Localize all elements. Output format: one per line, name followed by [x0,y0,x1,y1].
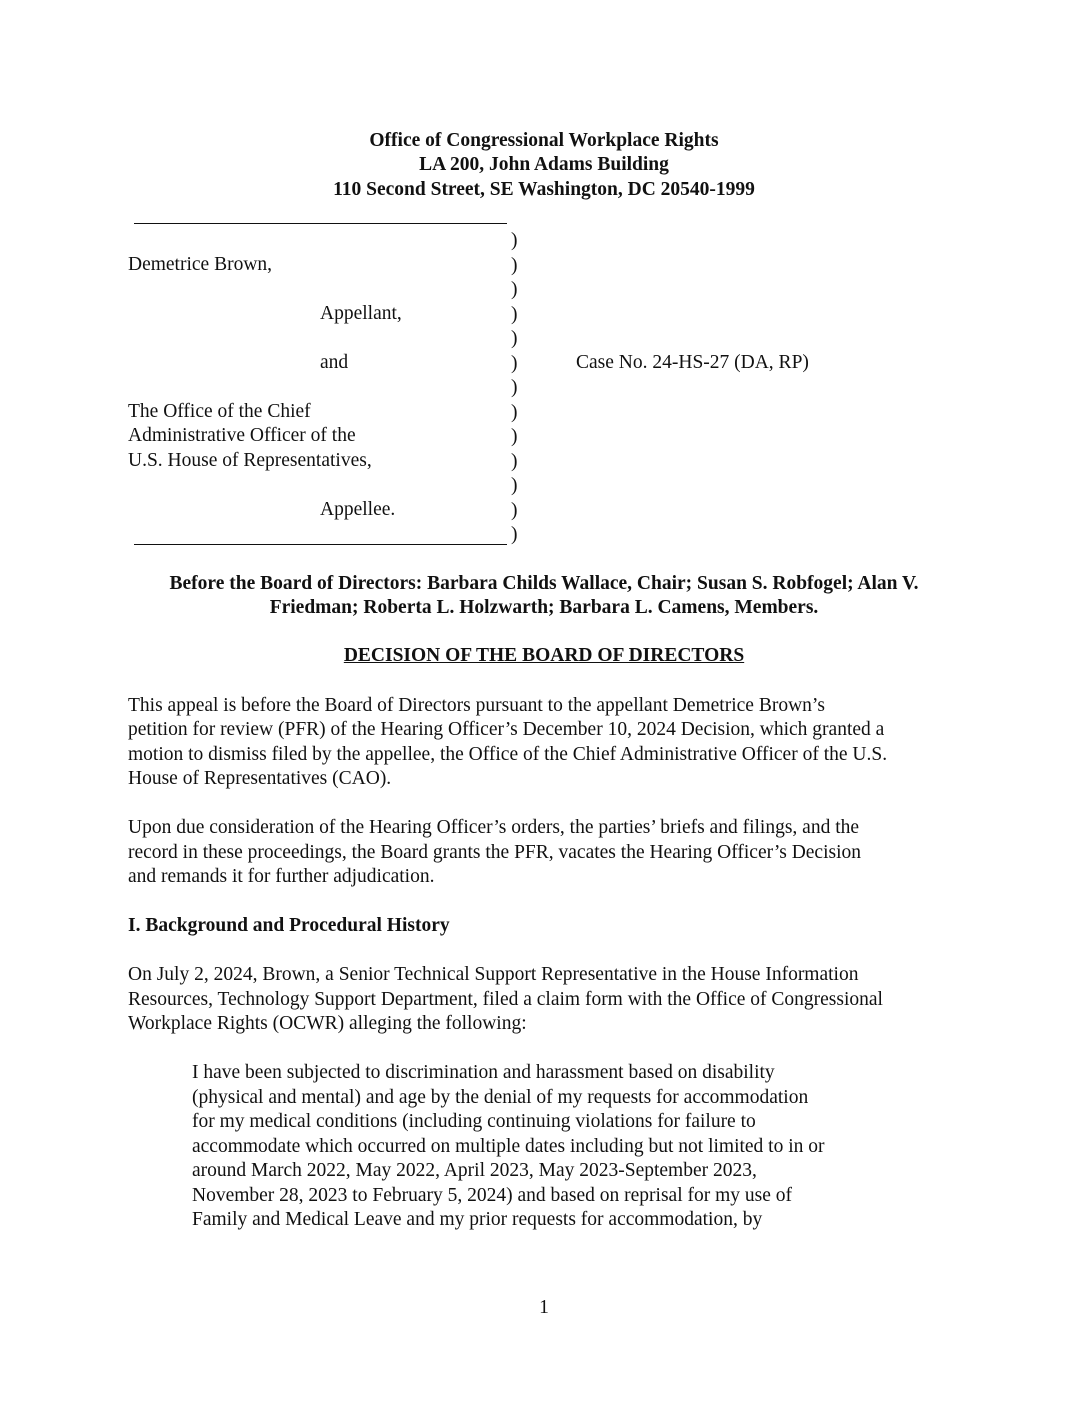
caption-bottom-rule [134,544,507,545]
paragraph-line: On July 2, 2024, Brown, a Senior Technical Support Representative in the House Information [128,964,859,985]
paragraph-line: Upon due consideration of the Hearing Officer’s orders, the parties’ briefs and filings, and the [128,817,860,838]
paren: ) [511,524,518,545]
paragraph-line: Workplace Rights (OCWR) alleging the following: [128,1013,527,1034]
header-address: 110 Second Street, SE Washington, DC 20540-1999 [333,179,755,200]
appellant-role: Appellant, [320,303,402,324]
case-number: Case No. 24-HS-27 (DA, RP) [576,352,809,373]
paragraph-line: motion to dismiss filed by the appellee, the Office of the Chief Administrative Officer of the U.S. [128,744,888,765]
block-quote-line: for my medical conditions (including continuing violations for failure to [192,1111,756,1132]
paren: ) [511,254,518,276]
decision-title: DECISION OF THE BOARD OF DIRECTORS [343,645,745,666]
block-quote-line: around March 2022, May 2022, April 2023, May 2023-September 2023, [192,1160,757,1181]
header-building: LA 200, John Adams Building [419,154,669,175]
block-quote-line: I have been subjected to discrimination and harassment based on disability [192,1062,775,1083]
caption-conjunction: and [320,352,349,373]
paragraph-line: House of Representatives (CAO). [128,768,392,789]
block-quote-line: Family and Medical Leave and my prior requests for accommodation, by [192,1209,763,1230]
appellee-line: Administrative Officer of the [128,425,356,446]
paren: ) [511,426,518,447]
block-quote-line: (physical and mental) and age by the denial of my requests for accommodation [192,1087,809,1108]
paragraph-line: record in these proceedings, the Board grants the PFR, vacates the Hearing Officer’s Decision [128,842,862,863]
paren: ) [511,377,518,398]
paren: ) [511,450,518,472]
block-quote-line: accommodate which occurred on multiple dates including but not limited to in or [192,1136,825,1157]
block-quote-line: November 28, 2023 to February 5, 2024) and based on reprisal for my use of [192,1185,793,1206]
paren: ) [511,352,518,374]
caption-paren-column [511,229,518,548]
appellee-line: U.S. House of Representatives, [128,450,372,471]
paren: ) [511,279,518,300]
appellee-role: Appellee. [320,499,396,520]
appellant-name: Demetrice Brown, [128,254,273,275]
paragraph-line: petition for review (PFR) of the Hearing Officer’s December 10, 2024 Decision, which granted a [128,719,885,740]
paren: ) [511,475,518,496]
header-office-name: Office of Congressional Workplace Rights [369,130,719,151]
paragraph-line: and remands it for further adjudication. [128,866,435,887]
caption-top-rule [134,223,507,224]
board-members-line: Before the Board of Directors: Barbara Childs Wallace, Chair; Susan S. Robfogel; Alan V. [169,573,919,594]
paren: ) [511,499,518,521]
paragraph-line: This appeal is before the Board of Directors pursuant to the appellant Demetrice Brown’s [128,695,825,716]
appellee-line: The Office of the Chief [128,401,311,422]
board-members-line: Friedman; Roberta L. Holzwarth; Barbara L. Camens, Members. [269,597,819,618]
paragraph-line: Resources, Technology Support Department, filed a claim form with the Office of Congressional [128,989,883,1010]
paren: ) [511,230,518,251]
paren: ) [511,328,518,349]
section-heading: I. Background and Procedural History [128,915,450,936]
paren: ) [511,303,518,325]
page-number: 1 [539,1297,549,1318]
paren: ) [511,401,518,423]
